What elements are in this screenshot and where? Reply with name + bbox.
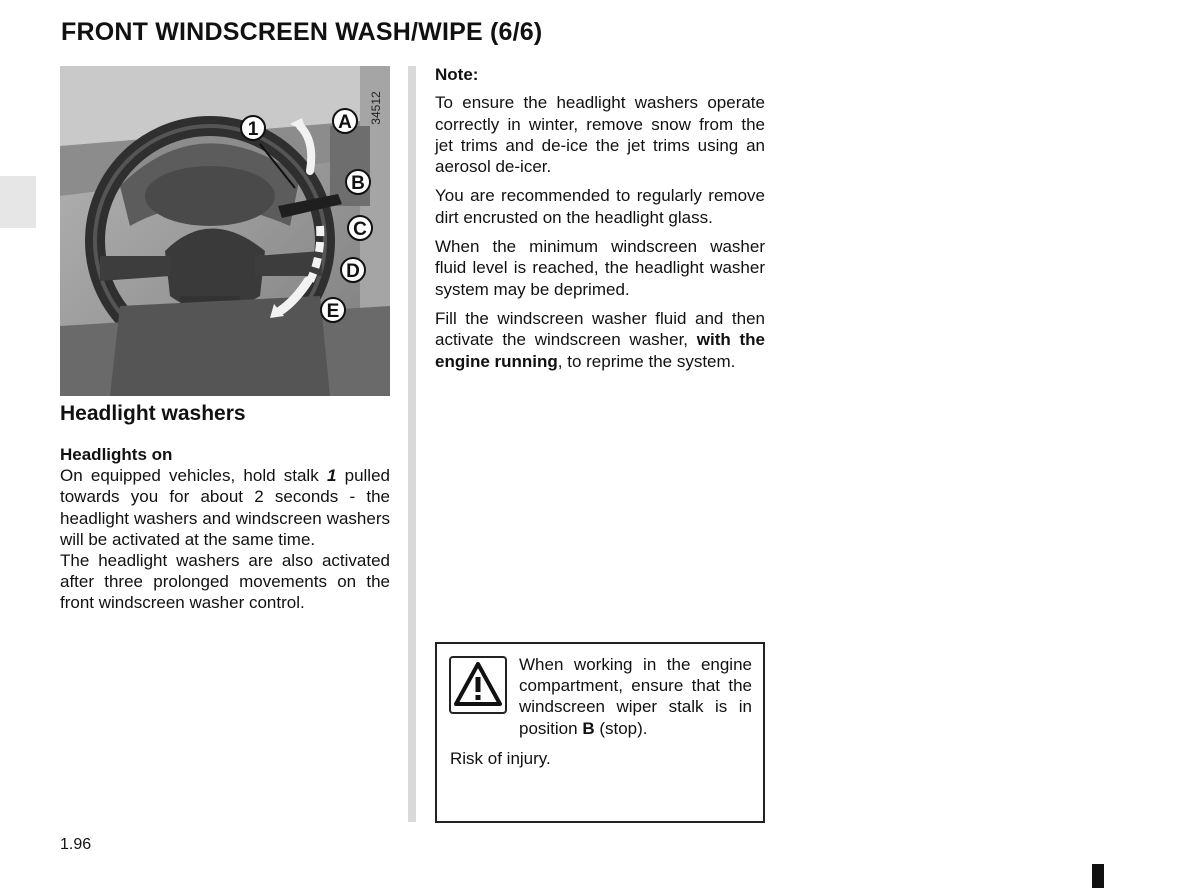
page-title: FRONT WINDSCREEN WASH/WIPE (6/6) [61,18,543,46]
left-column [60,444,390,614]
warning-text [519,654,752,739]
paragraph-text: On equipped vehicles, hold stalk [60,466,327,486]
warning-triangle-icon [449,656,507,714]
callout-1-label: 1 [247,119,259,140]
section-heading: Headlight washers [60,402,246,425]
callout-d [341,258,365,282]
callout-1 [241,116,265,140]
warning-text-part: (stop). [594,718,648,738]
note-paragraph-winter: To ensure the headlight washers operate correctly in winter, remove snow from the jet trims and de-ice the jet trims using an aerosol de-icer. [435,93,765,177]
engine-running-emphasis: with the engine running [435,330,765,371]
callout-b-label: B [351,173,365,194]
note-paragraph-glass: You are recommended to regularly remove dirt encrusted on the headlight glass. [435,186,765,227]
corner-mark [1092,864,1104,888]
paragraph-text: pulled towards you for about 2 seconds - the headlight washers and windscreen washers will be activated at the same time. [60,466,390,549]
callout-b [346,170,370,194]
callout-c [348,216,372,240]
callout-d-label: D [346,261,360,282]
page-number: 1.96 [60,836,92,853]
column-divider [408,66,416,822]
warning-box [435,642,765,823]
warning-text-part: When working in the engine compartment, ensure that the windscreen wiper stalk is in position [519,655,752,738]
position-b-emphasis: B [582,718,595,738]
risk-text: Risk of injury. [450,749,551,768]
right-column [435,64,765,380]
paragraph-hold-stalk [60,465,390,550]
paragraph-text: Fill the windscreen washer fluid and then activate the windscreen washer, [435,308,765,350]
note-paragraph-reprime [435,308,765,372]
callout-e-label: E [326,301,340,322]
callout-a-label: A [338,112,352,133]
figure-ref-number: 34512 [369,91,383,125]
paragraph-text: , to reprime the system. [557,351,736,371]
callout-e [321,298,345,322]
note-paragraph-fluid-level: When the minimum windscreen washer fluid level is reached, the headlight washer system may be deprimed. [435,237,765,299]
steering-wheel-figure [60,66,390,396]
subheading: Headlights on [60,445,173,464]
paragraph-activation: The headlight washers are also activated after three prolonged movements on the front windscreen washer control. [60,551,390,613]
note-label: Note: [435,65,479,84]
callout-c-label: C [353,219,367,240]
section-tab [0,176,36,228]
steering-wheel-illustration [60,66,390,396]
callout-a [333,109,357,133]
stalk-reference: 1 [326,466,337,486]
